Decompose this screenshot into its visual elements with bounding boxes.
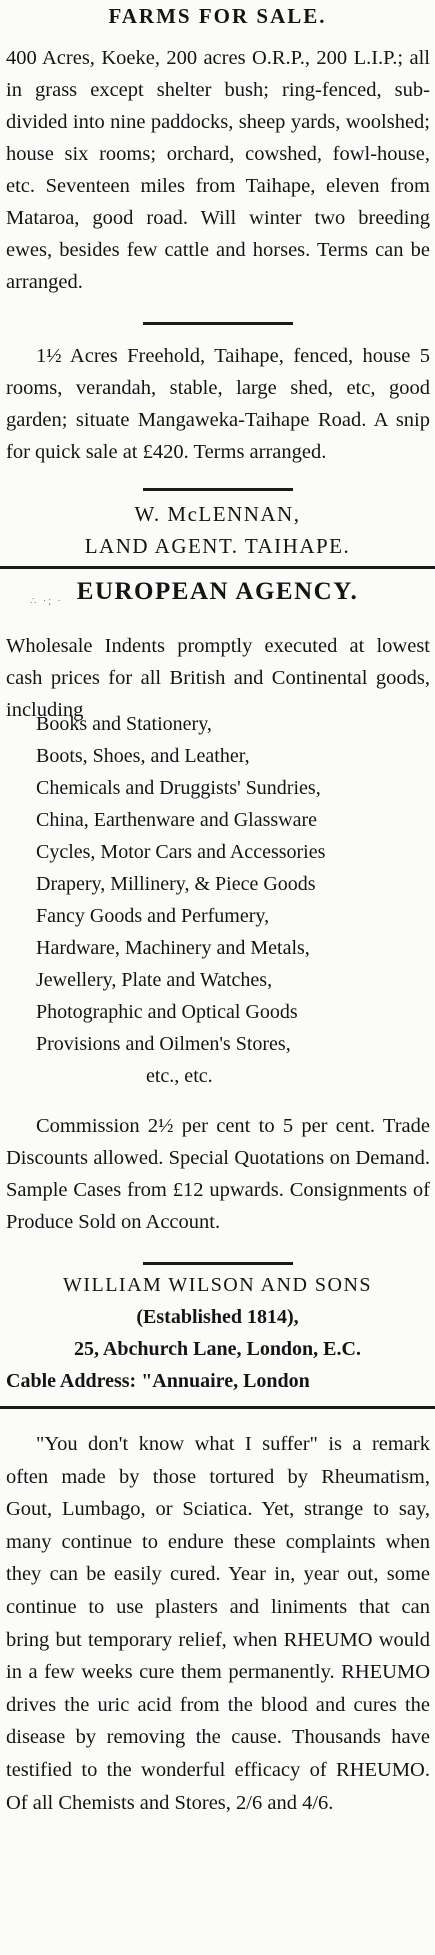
divider	[143, 488, 293, 491]
goods-item: Books and Stationery,	[36, 713, 212, 735]
agent-title: LAND AGENT. TAIHAPE.	[84, 534, 351, 558]
goods-item: Provisions and Oilmen's Stores,	[36, 1033, 291, 1055]
goods-list	[36, 708, 431, 1092]
goods-item: Chemicals and Druggists' Sundries,	[36, 777, 321, 799]
agent-name: W. McLENNAN,	[134, 502, 301, 526]
goods-item: Hardware, Machinery and Metals,	[36, 937, 310, 959]
column-rule	[0, 1406, 435, 1409]
commission-terms	[0, 1110, 435, 1238]
goods-item: Photographic and Optical Goods	[36, 1001, 298, 1023]
divider	[143, 322, 293, 325]
european-intro-text: Wholesale Indents promptly executed at lowest cash prices for all British and Continental goods, including	[6, 635, 430, 721]
farm-listing-1	[0, 42, 435, 298]
firm-established: (Established 1814),	[136, 1306, 299, 1328]
farm-listing-2	[0, 340, 435, 468]
column-rule	[0, 566, 435, 569]
goods-item: China, Earthenware and Glassware	[36, 809, 317, 831]
cable-address: Cable Address: "Annuaire, London	[6, 1370, 310, 1392]
commission-terms-text: Commission 2½ per cent to 5 per cent. Trade Discounts allowed. Special Quotations on Demand. Sample Cases from £12 upwards. Consignments of Produce Sold on Account.	[6, 1115, 430, 1233]
goods-item: Jewellery, Plate and Watches,	[36, 969, 273, 991]
european-agency-heading: EUROPEAN AGENCY.	[76, 578, 359, 605]
goods-item: Boots, Shoes, and Leather,	[36, 745, 250, 767]
goods-item: etc., etc.	[146, 1065, 213, 1087]
rheumo-text: "You don't know what I suffer" is a remark often made by those tortured by Rheumatism, Gout, Lumbago, or Sciatica. Yet, strange to say, many continue to endure these complaints when they can be easily cured. Year in, year out, some continue to use plasters and liniments that can bring but temporary relief, when RHEUMO would in a few weeks cure them permanently. RHEUMO drives the uric acid from the blood and cures the disease by removing the cause. Thousands have testified to the wonderful efficacy of RHEUMO. Of all Chemists and Stores, 2/6 and 4/6.	[6, 1433, 430, 1814]
goods-item: Drapery, Millinery, & Piece Goods	[36, 873, 316, 895]
goods-item: Cycles, Motor Cars and Accessories	[36, 841, 326, 863]
firm-address: 25, Abchurch Lane, London, E.C.	[74, 1338, 361, 1360]
firm-name: WILLIAM WILSON AND SONS	[62, 1274, 373, 1296]
divider	[143, 1262, 293, 1265]
farms-heading: FARMS FOR SALE.	[108, 4, 327, 28]
rheumo-advertisement	[0, 1428, 435, 1819]
goods-item: Fancy Goods and Perfumery,	[36, 905, 270, 927]
farm-listing-2-text: 1½ Acres Freehold, Taihape, fenced, house 5 rooms, verandah, stable, large shed, etc, good garden; situate Mangaweka-Taihape Road. A snip for quick sale at £420. Terms arranged.	[6, 345, 430, 463]
print-smudge: ∴ ·; ·	[30, 596, 63, 607]
farm-listing-1-text: 400 Acres, Koeke, 200 acres O.R.P., 200 L.I.P.; all in grass except shelter bush; ring-fenced, sub-divided into nine paddocks, sheep yards, woolshed; house six rooms; orchard, cowshed, fowl-house, etc. Seventeen miles from Taihape, eleven from Mataroa, good road. Will winter two breeding ewes, besides few cattle and horses. Terms can be arranged.	[6, 47, 430, 293]
